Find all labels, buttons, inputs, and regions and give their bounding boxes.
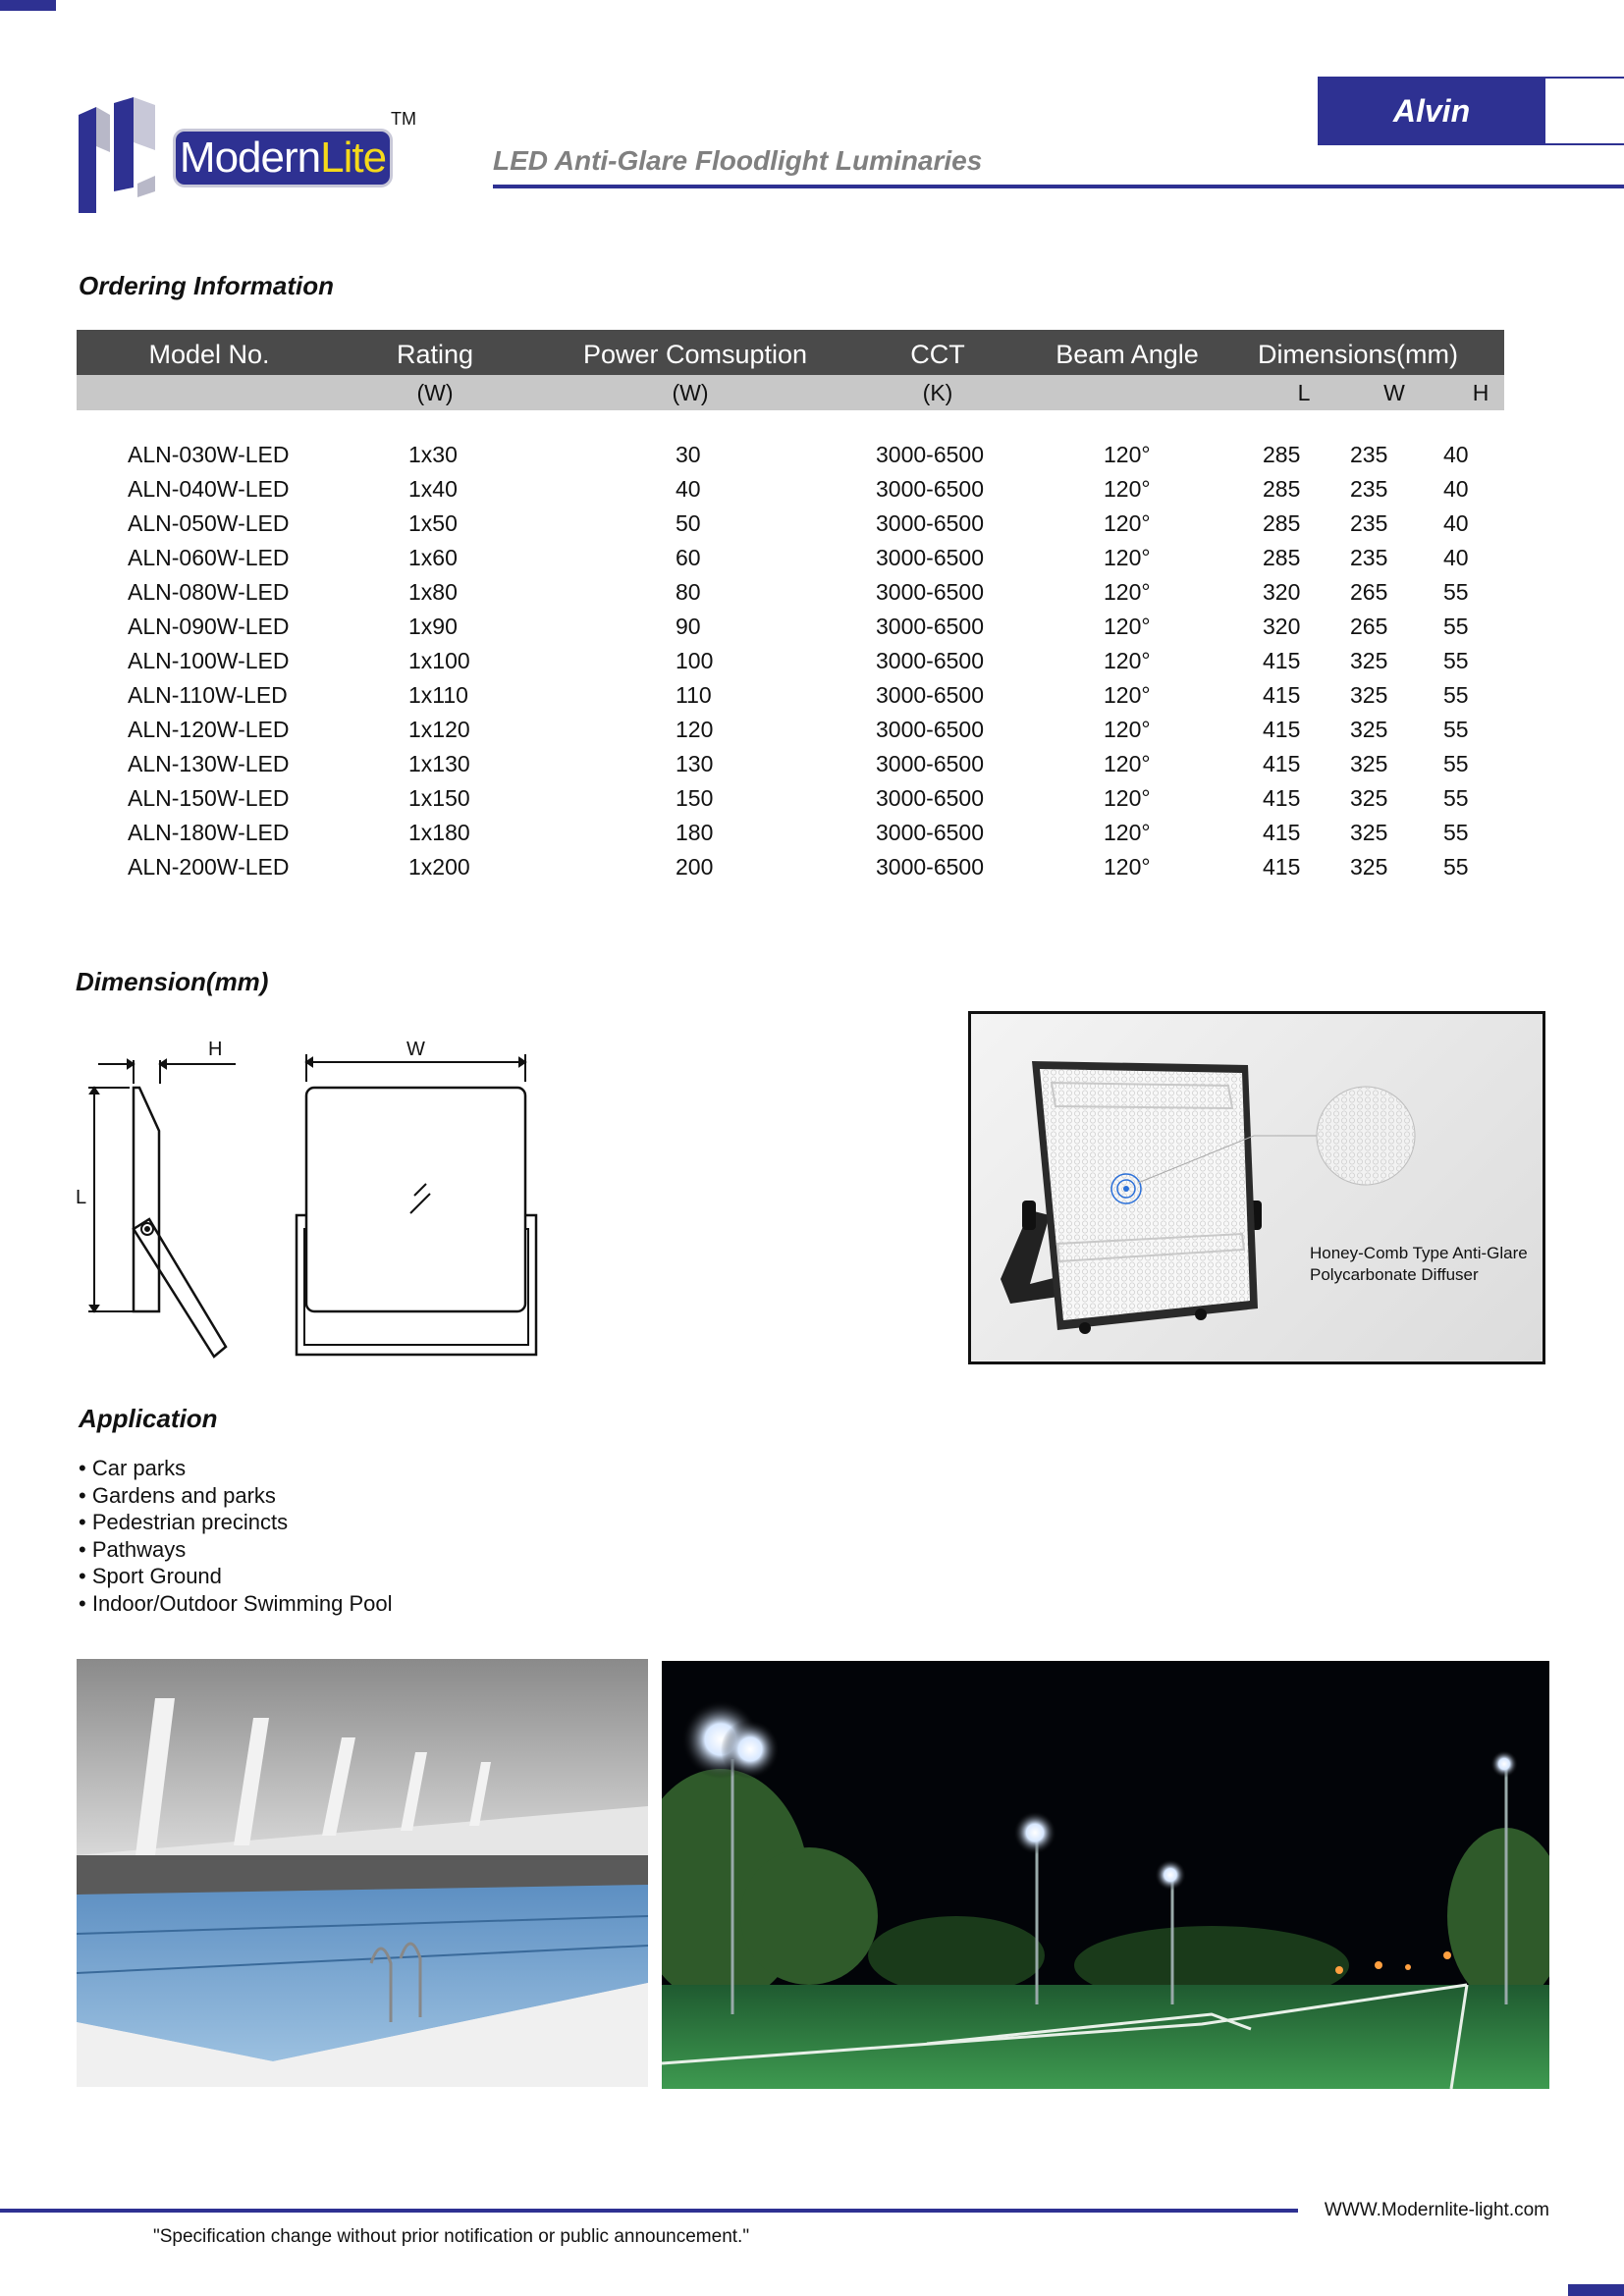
cell-w: 325 xyxy=(1350,682,1388,708)
cell-h: 55 xyxy=(1443,717,1469,742)
col-header-cct: CCT xyxy=(910,340,965,369)
cell-model: ALN-180W-LED xyxy=(128,820,290,845)
cell-w: 325 xyxy=(1350,820,1388,845)
unit-rating: (W) xyxy=(416,380,454,405)
cell-l: 285 xyxy=(1263,510,1301,536)
cell-w: 325 xyxy=(1350,751,1388,776)
cell-rating: 1x180 xyxy=(408,820,470,845)
unit-l: L xyxy=(1297,380,1311,405)
cell-beam: 120° xyxy=(1104,854,1151,880)
brand-divider-bottom xyxy=(1543,143,1624,145)
cell-beam: 120° xyxy=(1104,510,1151,536)
cell-h: 55 xyxy=(1443,785,1469,811)
cell-h: 55 xyxy=(1443,614,1469,639)
cell-cct: 3000-6500 xyxy=(876,545,984,570)
cell-beam: 120° xyxy=(1104,648,1151,673)
table-row xyxy=(77,575,1504,610)
cell-h: 40 xyxy=(1443,545,1469,570)
cell-w: 235 xyxy=(1350,442,1388,467)
cell-w: 325 xyxy=(1350,785,1388,811)
cell-rating: 1x100 xyxy=(408,648,470,673)
field-image xyxy=(662,1661,1549,2089)
list-item: • Sport Ground xyxy=(79,1563,393,1590)
cell-rating: 1x130 xyxy=(408,751,470,776)
dim-label-h: H xyxy=(208,1039,223,1060)
table-row xyxy=(77,678,1504,713)
cell-model: ALN-100W-LED xyxy=(128,648,290,673)
logo-wordmark: ModernLite xyxy=(173,129,393,187)
cell-model: ALN-040W-LED xyxy=(128,476,290,502)
logo-mark-icon xyxy=(77,93,175,221)
cell-rating: 1x110 xyxy=(408,682,468,708)
cell-w: 235 xyxy=(1350,545,1388,570)
col-header-rating: Rating xyxy=(396,340,474,369)
cell-w: 325 xyxy=(1350,854,1388,880)
cell-model: ALN-130W-LED xyxy=(128,751,290,776)
swimming-pool-photo xyxy=(77,1659,648,2087)
cell-model: ALN-110W-LED xyxy=(128,682,288,708)
cell-w: 325 xyxy=(1350,648,1388,673)
cell-w: 265 xyxy=(1350,579,1388,605)
dimension-drawing xyxy=(69,1033,550,1366)
sport-ground-photo xyxy=(662,1661,1549,2089)
pool-image xyxy=(77,1659,648,2087)
cell-model: ALN-200W-LED xyxy=(128,854,290,880)
cell-cct: 3000-6500 xyxy=(876,442,984,467)
application-list xyxy=(79,1455,393,1617)
header-rule xyxy=(493,185,1624,188)
cell-l: 285 xyxy=(1263,442,1301,467)
trademark-mark: TM xyxy=(391,109,416,129)
cell-h: 55 xyxy=(1443,820,1469,845)
col-header-power: Power Comsuption xyxy=(582,340,808,369)
cell-beam: 120° xyxy=(1104,682,1151,708)
brand-divider-top xyxy=(1543,77,1624,79)
diffuser-caption: Honey-Comb Type Anti-Glare Polycarbonate Diffuser xyxy=(1310,1244,1528,1284)
col-header-model: Model No. xyxy=(148,340,270,369)
cell-power: 120 xyxy=(676,717,714,742)
table-row xyxy=(77,850,1504,884)
cell-model: ALN-120W-LED xyxy=(128,717,290,742)
table-row xyxy=(77,781,1504,816)
cell-rating: 1x150 xyxy=(408,785,470,811)
cell-power: 80 xyxy=(676,579,701,605)
website-url: WWW.Modernlite-light.com xyxy=(1324,2200,1549,2220)
cell-h: 55 xyxy=(1443,579,1469,605)
table-row xyxy=(77,816,1504,850)
cell-rating: 1x120 xyxy=(408,717,470,742)
cell-w: 325 xyxy=(1350,717,1388,742)
list-item: • Car parks xyxy=(79,1455,393,1482)
product-photo xyxy=(968,1011,1545,1364)
cell-l: 415 xyxy=(1263,820,1301,845)
cell-cct: 3000-6500 xyxy=(876,579,984,605)
col-header-dimensions: Dimensions(mm) xyxy=(1257,340,1459,369)
cell-rating: 1x80 xyxy=(408,579,458,605)
company-logo xyxy=(77,93,430,221)
cell-model: ALN-060W-LED xyxy=(128,545,290,570)
cell-power: 90 xyxy=(676,614,701,639)
application-title: Application xyxy=(79,1404,218,1433)
cell-beam: 120° xyxy=(1104,476,1151,502)
unit-cct: (K) xyxy=(922,380,953,405)
cell-w: 235 xyxy=(1350,476,1388,502)
cell-beam: 120° xyxy=(1104,442,1151,467)
cell-cct: 3000-6500 xyxy=(876,785,984,811)
cell-cct: 3000-6500 xyxy=(876,751,984,776)
cell-power: 60 xyxy=(676,545,701,570)
cell-l: 415 xyxy=(1263,751,1301,776)
cell-w: 265 xyxy=(1350,614,1388,639)
dim-label-l: L xyxy=(76,1187,87,1208)
cell-l: 415 xyxy=(1263,785,1301,811)
cell-power: 30 xyxy=(676,442,701,467)
list-item: • Pedestrian precincts xyxy=(79,1509,393,1536)
table-row xyxy=(77,438,1504,472)
unit-power: (W) xyxy=(672,380,709,405)
cell-beam: 120° xyxy=(1104,820,1151,845)
cell-beam: 120° xyxy=(1104,785,1151,811)
cell-cct: 3000-6500 xyxy=(876,614,984,639)
cell-l: 415 xyxy=(1263,854,1301,880)
cell-power: 50 xyxy=(676,510,701,536)
product-brand-badge: Alvin xyxy=(1318,77,1545,145)
table-row xyxy=(77,472,1504,507)
cell-h: 55 xyxy=(1443,751,1469,776)
cell-l: 415 xyxy=(1263,682,1301,708)
cell-cct: 3000-6500 xyxy=(876,854,984,880)
cell-model: ALN-080W-LED xyxy=(128,579,290,605)
cell-model: ALN-150W-LED xyxy=(128,785,290,811)
cell-cct: 3000-6500 xyxy=(876,476,984,502)
cell-rating: 1x30 xyxy=(408,442,458,467)
unit-h: H xyxy=(1472,380,1489,405)
cell-rating: 1x90 xyxy=(408,614,458,639)
cell-power: 150 xyxy=(676,785,714,811)
cell-l: 285 xyxy=(1263,545,1301,570)
cell-rating: 1x50 xyxy=(408,510,458,536)
list-item: • Gardens and parks xyxy=(79,1482,393,1510)
table-row xyxy=(77,541,1504,575)
cell-power: 200 xyxy=(676,854,714,880)
disclaimer-note: "Specification change without prior notification or public announcement." xyxy=(153,2226,750,2247)
cell-w: 235 xyxy=(1350,510,1388,536)
table-row xyxy=(77,713,1504,747)
product-subtitle: LED Anti-Glare Floodlight Luminaries xyxy=(493,145,983,176)
table-units-row xyxy=(77,375,1504,410)
cell-h: 40 xyxy=(1443,510,1469,536)
cell-rating: 1x60 xyxy=(408,545,458,570)
cell-h: 55 xyxy=(1443,648,1469,673)
cell-cct: 3000-6500 xyxy=(876,717,984,742)
footer-rule xyxy=(0,2209,1298,2213)
table-row xyxy=(77,507,1504,541)
list-item: • Pathways xyxy=(79,1536,393,1564)
table-row xyxy=(77,610,1504,644)
unit-w: W xyxy=(1383,380,1405,405)
cell-cct: 3000-6500 xyxy=(876,820,984,845)
cell-l: 285 xyxy=(1263,476,1301,502)
cell-h: 40 xyxy=(1443,442,1469,467)
table-row xyxy=(77,747,1504,781)
cell-rating: 1x200 xyxy=(408,854,470,880)
cell-beam: 120° xyxy=(1104,717,1151,742)
cell-l: 415 xyxy=(1263,648,1301,673)
list-item: • Indoor/Outdoor Swimming Pool xyxy=(79,1590,393,1618)
table-row xyxy=(77,644,1504,678)
cell-cct: 3000-6500 xyxy=(876,648,984,673)
dimension-title: Dimension(mm) xyxy=(76,967,269,996)
dim-label-w: W xyxy=(406,1039,425,1060)
cell-h: 55 xyxy=(1443,682,1469,708)
cell-power: 180 xyxy=(676,820,714,845)
cell-cct: 3000-6500 xyxy=(876,682,984,708)
cell-l: 415 xyxy=(1263,717,1301,742)
table-header xyxy=(77,330,1504,375)
col-header-beam: Beam Angle xyxy=(1056,340,1199,369)
ordering-title: Ordering Information xyxy=(79,271,334,300)
cell-beam: 120° xyxy=(1104,579,1151,605)
cell-model: ALN-090W-LED xyxy=(128,614,290,639)
cell-l: 320 xyxy=(1263,579,1301,605)
cell-power: 110 xyxy=(676,682,712,708)
corner-accent-bottom xyxy=(1568,2284,1624,2296)
cell-power: 130 xyxy=(676,751,714,776)
corner-accent-top xyxy=(0,0,56,11)
cell-beam: 120° xyxy=(1104,545,1151,570)
cell-h: 40 xyxy=(1443,476,1469,502)
cell-model: ALN-030W-LED xyxy=(128,442,290,467)
cell-rating: 1x40 xyxy=(408,476,458,502)
cell-h: 55 xyxy=(1443,854,1469,880)
cell-power: 40 xyxy=(676,476,701,502)
cell-beam: 120° xyxy=(1104,614,1151,639)
floodlight-image xyxy=(971,1014,1543,1362)
cell-power: 100 xyxy=(676,648,714,673)
cell-beam: 120° xyxy=(1104,751,1151,776)
cell-model: ALN-050W-LED xyxy=(128,510,290,536)
cell-l: 320 xyxy=(1263,614,1301,639)
cell-cct: 3000-6500 xyxy=(876,510,984,536)
